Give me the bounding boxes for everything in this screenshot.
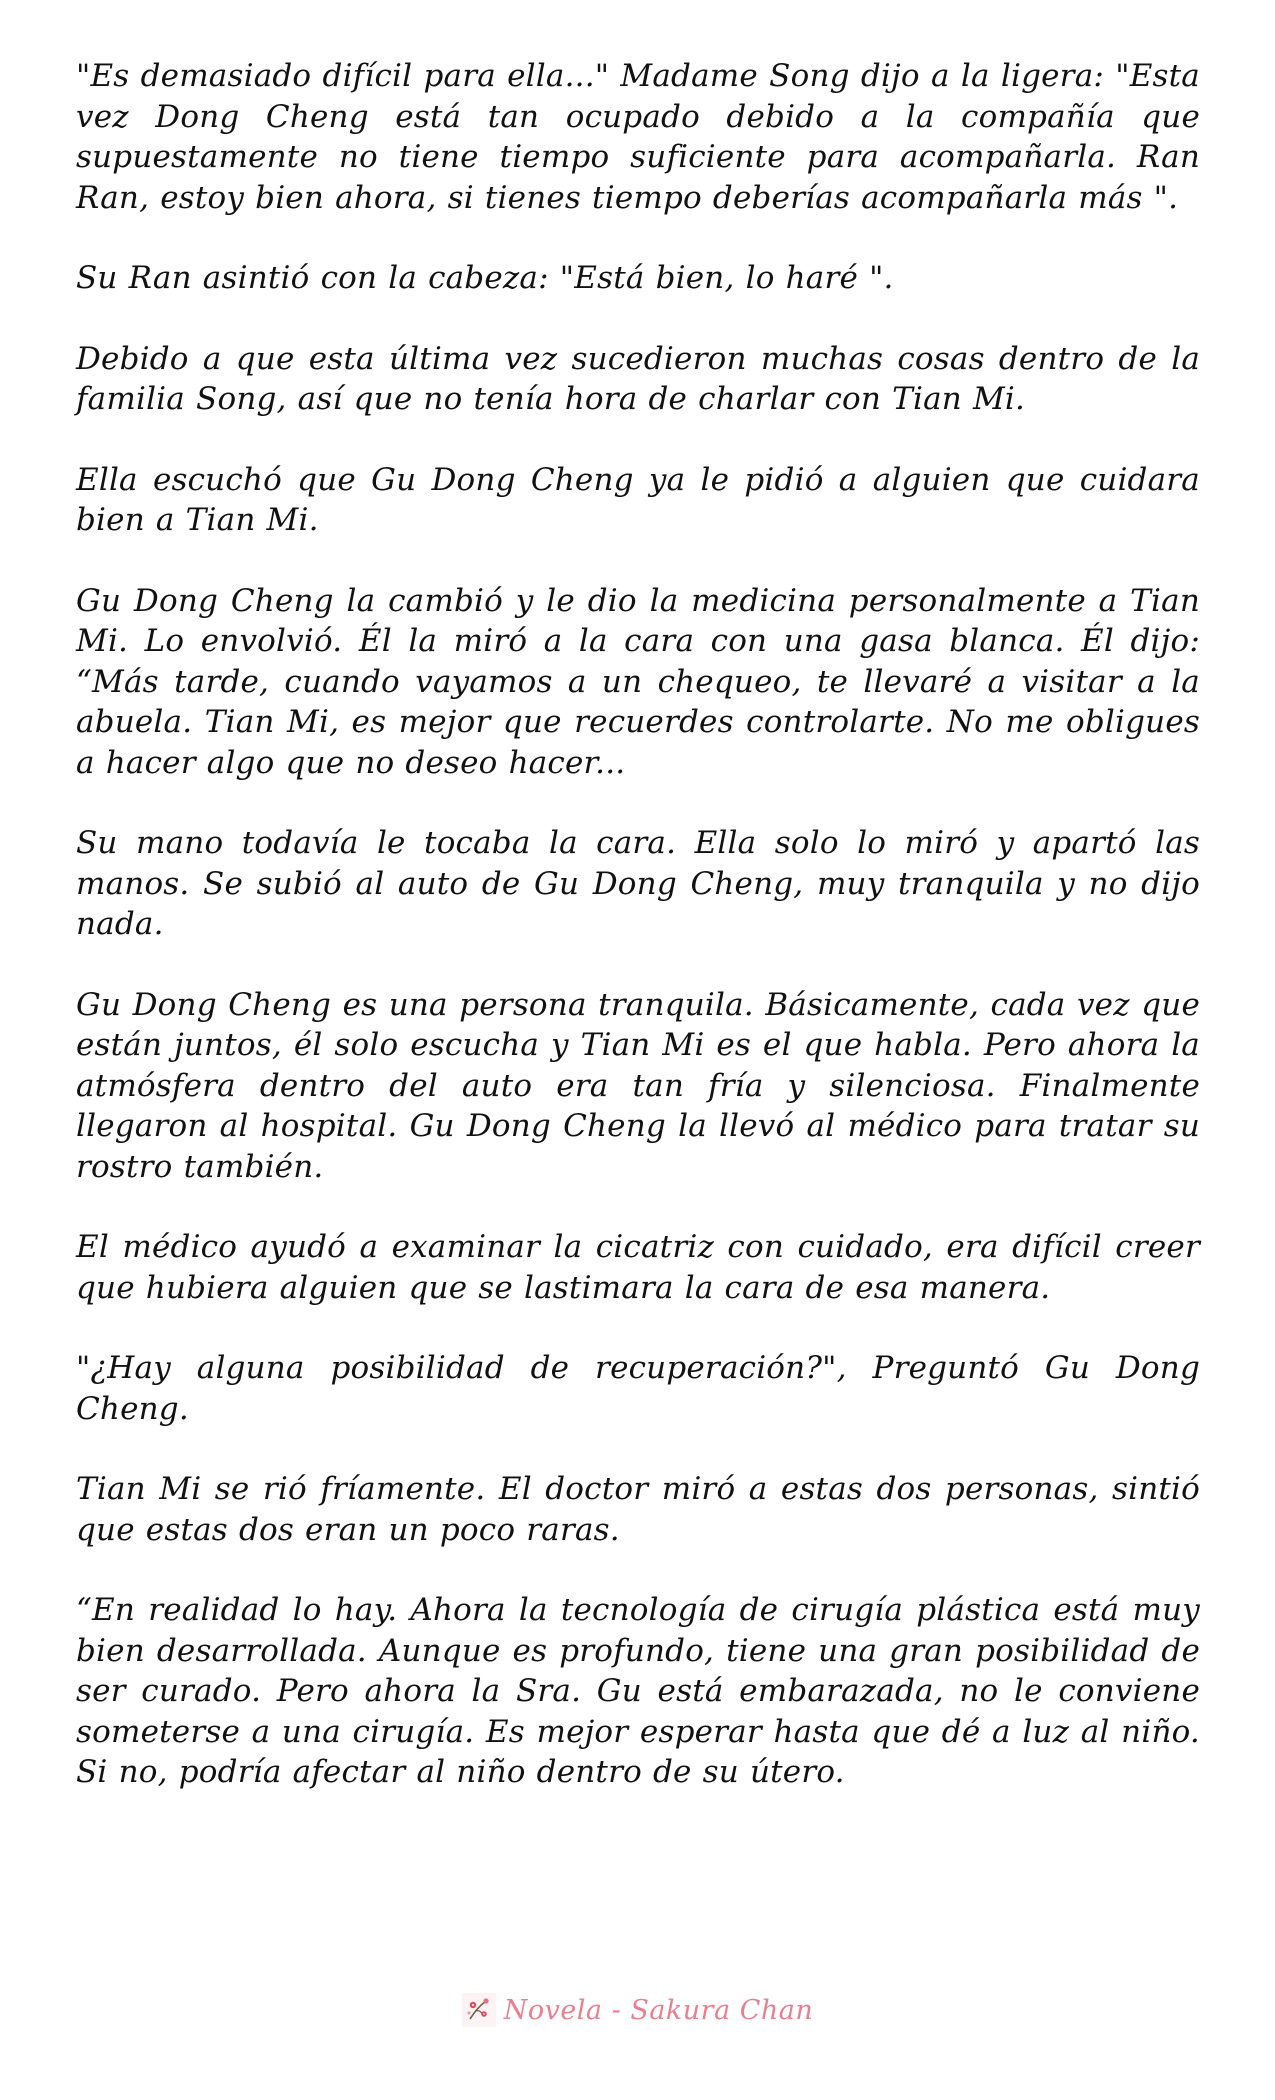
footer-branding — [462, 1993, 814, 2027]
paragraph-10: Tian Mi se rió fríamente. El doctor miró a estas dos personas, sintió que estas dos eran un poco raras. — [76, 1471, 1200, 1548]
document-body — [76, 56, 1200, 1833]
paragraph-5: Gu Dong Cheng la cambió y le dio la medicina personalmente a Tian Mi. Lo envolvió. Él la miró a la cara con una gasa blanca. Él dijo: “Más tarde, cuando vayamos a un chequeo, te llevaré a visitar a la abuela. Tian Mi, es mejor que recuerdes controlarte. No me obligues a hacer algo que no deseo hacer... — [76, 582, 1200, 781]
paragraph-2: Su Ran asintió con la cabeza: "Está bien, lo haré ". — [76, 260, 894, 296]
paragraph-9: "¿Hay alguna posibilidad de recuperación?", Preguntó Gu Dong Cheng. — [76, 1350, 1200, 1427]
paragraph-1: "Es demasiado difícil para ella..." Madame Song dijo a la ligera: "Esta vez Dong Cheng está tan ocupado debido a la compañía que supuestamente no tiene tiempo suficiente para acompañarla. Ran Ran, estoy bien ahora, si tienes tiempo deberías acompañarla más ". — [76, 58, 1200, 216]
paragraph-6: Su mano todavía le tocaba la cara. Ella solo lo miró y apartó las manos. Se subió al auto de Gu Dong Cheng, muy tranquila y no dijo nada. — [76, 825, 1200, 942]
paragraph-11: “En realidad lo hay. Ahora la tecnología de cirugía plástica está muy bien desarrollada. Aunque es profundo, tiene una gran posibilidad de ser curado. Pero ahora la Sra. Gu está embarazada, no le conviene someterse a una cirugía. Es mejor esperar hasta que dé a luz al niño. Si no, podría afectar al niño dentro de su útero. — [76, 1592, 1200, 1790]
paragraph-3: Debido a que esta última vez sucedieron muchas cosas dentro de la familia Song, así que no tenía hora de charlar con Tian Mi. — [76, 340, 1200, 417]
paragraph-4: Ella escuchó que Gu Dong Cheng ya le pidió a alguien que cuidara bien a Tian Mi. — [76, 461, 1200, 538]
sakura-blossom-icon — [462, 1993, 496, 2027]
paragraph-7: Gu Dong Cheng es una persona tranquila. Básicamente, cada vez que están juntos, él solo escucha y Tian Mi es el que habla. Pero ahora la atmósfera dentro del auto era tan fría y silenciosa. Finalmente llegaron al hospital. Gu Dong Cheng la llevó al médico para tratar su rostro también. — [76, 986, 1200, 1185]
footer-brand-text: Novela - Sakura Chan — [503, 1994, 814, 2026]
paragraph-8: El médico ayudó a examinar la cicatriz con cuidado, era difícil creer que hubiera alguien que se lastimara la cara de esa manera. — [76, 1229, 1200, 1306]
footer — [0, 1990, 1275, 2030]
